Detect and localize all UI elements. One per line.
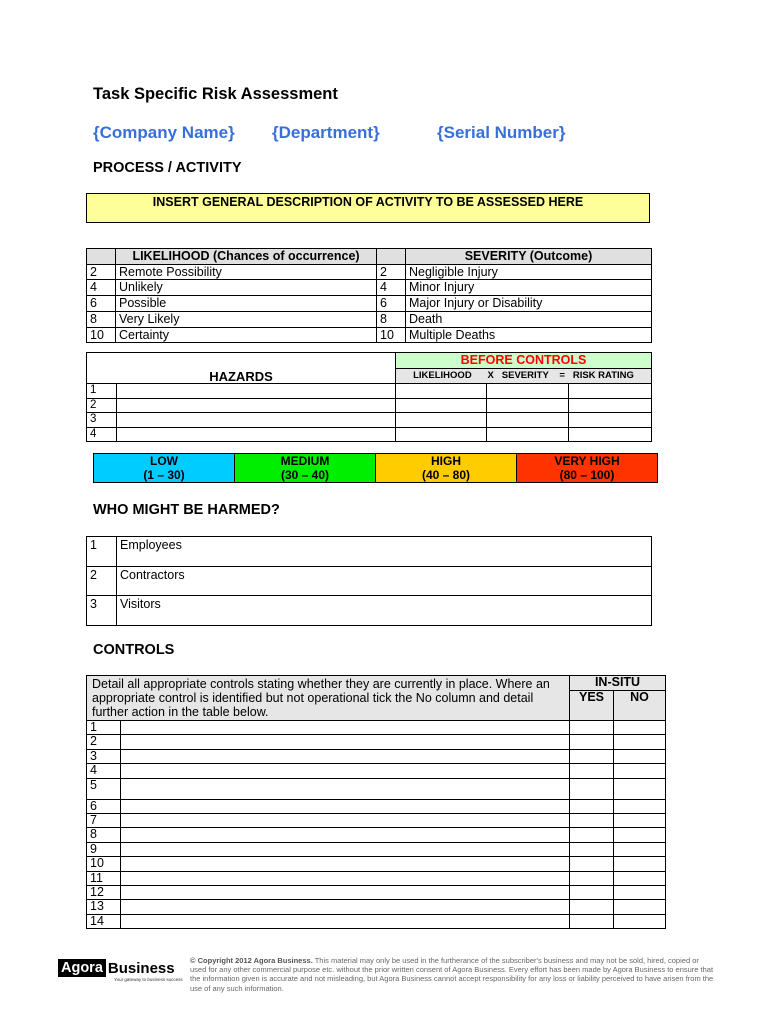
control-cell[interactable]	[121, 721, 570, 735]
severity-label: Multiple Deaths	[406, 327, 652, 343]
control-number: 3	[87, 749, 121, 763]
no-cell[interactable]	[614, 871, 666, 885]
control-number: 12	[87, 886, 121, 900]
risk-rating-cell[interactable]	[569, 384, 652, 399]
no-cell[interactable]	[614, 900, 666, 914]
yes-cell[interactable]	[570, 764, 614, 778]
controls-heading: CONTROLS	[93, 642, 175, 658]
hazards-header: HAZARDS	[87, 369, 396, 384]
no-cell[interactable]	[614, 842, 666, 856]
yes-cell[interactable]	[570, 778, 614, 799]
table-row	[87, 842, 666, 856]
table-row	[87, 596, 652, 626]
yes-cell[interactable]	[570, 914, 614, 928]
table-row	[87, 566, 652, 596]
likelihood-cell[interactable]	[396, 427, 487, 442]
table-row	[87, 814, 666, 828]
severity-header: SEVERITY (Outcome)	[406, 249, 652, 265]
hazard-number: 1	[87, 384, 117, 399]
logo-agora: Agora	[58, 959, 106, 977]
no-cell[interactable]	[614, 799, 666, 813]
risk-rating-cell[interactable]	[569, 413, 652, 428]
yes-cell[interactable]	[570, 721, 614, 735]
yes-cell[interactable]	[570, 749, 614, 763]
table-row	[87, 311, 652, 327]
before-controls-header: BEFORE CONTROLS	[396, 353, 652, 369]
table-row	[87, 735, 666, 749]
no-cell[interactable]	[614, 886, 666, 900]
no-cell[interactable]	[614, 778, 666, 799]
likelihood-cell[interactable]	[396, 398, 487, 413]
department-placeholder: {Department}	[272, 123, 380, 142]
table-row	[87, 427, 652, 442]
control-cell[interactable]	[121, 871, 570, 885]
serial-number-placeholder: {Serial Number}	[437, 123, 566, 142]
table-header-cell	[87, 249, 116, 265]
hazard-cell[interactable]	[117, 427, 396, 442]
control-number: 2	[87, 735, 121, 749]
likelihood-value: 4	[87, 280, 116, 296]
yes-cell[interactable]	[570, 900, 614, 914]
risk-rating-cell[interactable]	[569, 398, 652, 413]
table-row	[87, 749, 666, 763]
rating-low-label: LOW	[150, 454, 178, 468]
no-cell[interactable]	[614, 914, 666, 928]
table-row	[87, 914, 666, 928]
col-multiply: X	[487, 370, 494, 381]
severity-value: 10	[377, 327, 406, 343]
table-row	[87, 871, 666, 885]
hazards-header-spacer	[87, 353, 396, 369]
hazard-number: 2	[87, 398, 117, 413]
severity-cell[interactable]	[487, 427, 569, 442]
harmed-label: Employees	[117, 537, 652, 567]
severity-label: Death	[406, 311, 652, 327]
no-cell[interactable]	[614, 735, 666, 749]
table-header-cell	[377, 249, 406, 265]
table-row	[87, 799, 666, 813]
control-cell[interactable]	[121, 814, 570, 828]
copyright-notice	[190, 956, 715, 993]
no-cell[interactable]	[614, 814, 666, 828]
rating-medium-range: (30 – 40)	[280, 467, 330, 482]
rating-low	[94, 454, 235, 482]
control-number: 14	[87, 914, 121, 928]
table-row	[87, 296, 652, 312]
control-number: 9	[87, 842, 121, 856]
rating-low-range: (1 – 30)	[143, 467, 185, 482]
table-row	[87, 764, 666, 778]
rating-very-high-range: (80 – 100)	[559, 467, 615, 482]
severity-cell[interactable]	[487, 384, 569, 399]
controls-instructions: Detail all appropriate controls stating whether they are currently in place. Where an appropriate control is identified but not operational tick the No column and detail further action in the table below.	[87, 676, 570, 721]
likelihood-label: Possible	[116, 296, 377, 312]
harmed-label: Contractors	[117, 566, 652, 596]
likelihood-cell[interactable]	[396, 413, 487, 428]
col-equals: =	[559, 370, 565, 381]
control-number: 6	[87, 799, 121, 813]
hazard-cell[interactable]	[117, 413, 396, 428]
yes-cell[interactable]	[570, 799, 614, 813]
no-cell[interactable]	[614, 828, 666, 842]
likelihood-header: LIKELIHOOD (Chances of occurrence)	[116, 249, 377, 265]
table-row	[87, 264, 652, 280]
hazard-number: 3	[87, 413, 117, 428]
severity-value: 8	[377, 311, 406, 327]
likelihood-label: Certainty	[116, 327, 377, 343]
likelihood-severity-table	[86, 248, 652, 343]
col-risk-rating: RISK RATING	[572, 370, 634, 381]
rating-medium	[235, 454, 376, 482]
rating-high-label: HIGH	[431, 454, 461, 468]
severity-cell[interactable]	[487, 398, 569, 413]
severity-label: Major Injury or Disability	[406, 296, 652, 312]
likelihood-label: Very Likely	[116, 311, 377, 327]
in-situ-header: IN-SITU	[570, 676, 666, 691]
rating-medium-label: MEDIUM	[280, 454, 330, 468]
control-cell[interactable]	[121, 799, 570, 813]
table-row	[87, 413, 652, 428]
copyright-bold: © Copyright 2012 Agora Business.	[190, 956, 313, 965]
control-cell[interactable]	[121, 886, 570, 900]
likelihood-value: 2	[87, 264, 116, 280]
harmed-heading: WHO MIGHT BE HARMED?	[93, 502, 280, 518]
control-number: 10	[87, 857, 121, 871]
hazard-cell[interactable]	[117, 384, 396, 399]
table-row	[87, 900, 666, 914]
risk-formula-header	[396, 369, 652, 384]
table-row	[87, 721, 666, 735]
control-number: 11	[87, 871, 121, 885]
yes-cell[interactable]	[570, 828, 614, 842]
company-name-placeholder: {Company Name}	[93, 123, 235, 142]
harmed-label: Visitors	[117, 596, 652, 626]
control-cell[interactable]	[121, 857, 570, 871]
no-cell[interactable]	[614, 764, 666, 778]
no-cell[interactable]	[614, 857, 666, 871]
rating-high	[376, 454, 517, 482]
yes-cell[interactable]	[570, 842, 614, 856]
table-row	[87, 384, 652, 399]
harmed-number: 2	[87, 566, 117, 596]
logo-business: Business	[107, 959, 175, 977]
control-cell[interactable]	[121, 900, 570, 914]
severity-cell[interactable]	[487, 413, 569, 428]
table-row	[87, 398, 652, 413]
severity-value: 4	[377, 280, 406, 296]
severity-label: Minor Injury	[406, 280, 652, 296]
rating-very-high	[517, 454, 657, 482]
likelihood-value: 8	[87, 311, 116, 327]
controls-table	[86, 675, 666, 929]
control-cell[interactable]	[121, 778, 570, 799]
yes-cell[interactable]	[570, 871, 614, 885]
process-heading: PROCESS / ACTIVITY	[93, 160, 242, 176]
yes-cell[interactable]	[570, 857, 614, 871]
harmed-number: 1	[87, 537, 117, 567]
yes-cell[interactable]	[570, 735, 614, 749]
likelihood-label: Remote Possibility	[116, 264, 377, 280]
control-cell[interactable]	[121, 749, 570, 763]
likelihood-label: Unlikely	[116, 280, 377, 296]
control-number: 13	[87, 900, 121, 914]
rating-very-high-label: VERY HIGH	[554, 454, 620, 468]
likelihood-cell[interactable]	[396, 384, 487, 399]
no-cell[interactable]	[614, 749, 666, 763]
control-number: 4	[87, 764, 121, 778]
likelihood-value: 6	[87, 296, 116, 312]
no-cell[interactable]	[614, 721, 666, 735]
no-header: NO	[614, 691, 666, 721]
table-row	[87, 280, 652, 296]
activity-description: INSERT GENERAL DESCRIPTION OF ACTIVITY TO BE ASSESSED HERE	[86, 193, 650, 223]
rating-high-range: (40 – 80)	[421, 467, 471, 482]
table-row	[87, 778, 666, 799]
harmed-number: 3	[87, 596, 117, 626]
hazard-cell[interactable]	[117, 398, 396, 413]
severity-value: 6	[377, 296, 406, 312]
likelihood-value: 10	[87, 327, 116, 343]
control-number: 8	[87, 828, 121, 842]
harmed-table	[86, 536, 652, 626]
document-title: Task Specific Risk Assessment	[93, 85, 338, 103]
control-cell[interactable]	[121, 914, 570, 928]
control-cell[interactable]	[121, 764, 570, 778]
col-severity: SEVERITY	[501, 370, 549, 381]
yes-header: YES	[570, 691, 614, 721]
table-row	[87, 828, 666, 842]
control-number: 7	[87, 814, 121, 828]
risk-rating-cell[interactable]	[569, 427, 652, 442]
control-cell[interactable]	[121, 735, 570, 749]
control-cell[interactable]	[121, 842, 570, 856]
copyright-text: This material may only be used in the furtherance of the subscriber's business and may not be sold, hired, copied or used for any other commercial purpose etc. without the prior written consent of Agora Business. Every effort has been made by Agora Business to ensure that the information given is accurate and not misleading, but Agora Business cannot accept responsibility for any loss or liability perceived to have arisen from the use of any such information.	[190, 956, 714, 993]
col-likelihood: LIKELIHOOD	[413, 370, 472, 381]
hazards-table	[86, 352, 652, 442]
control-cell[interactable]	[121, 828, 570, 842]
yes-cell[interactable]	[570, 886, 614, 900]
agora-business-logo	[58, 959, 183, 982]
logo-tagline: Your gateway to business success	[114, 977, 183, 982]
control-number: 5	[87, 778, 121, 799]
table-row	[87, 886, 666, 900]
table-row	[87, 857, 666, 871]
severity-value: 2	[377, 264, 406, 280]
hazard-number: 4	[87, 427, 117, 442]
control-number: 1	[87, 721, 121, 735]
table-row	[87, 327, 652, 343]
risk-rating-scale	[93, 453, 658, 483]
severity-label: Negligible Injury	[406, 264, 652, 280]
yes-cell[interactable]	[570, 814, 614, 828]
table-row	[87, 537, 652, 567]
